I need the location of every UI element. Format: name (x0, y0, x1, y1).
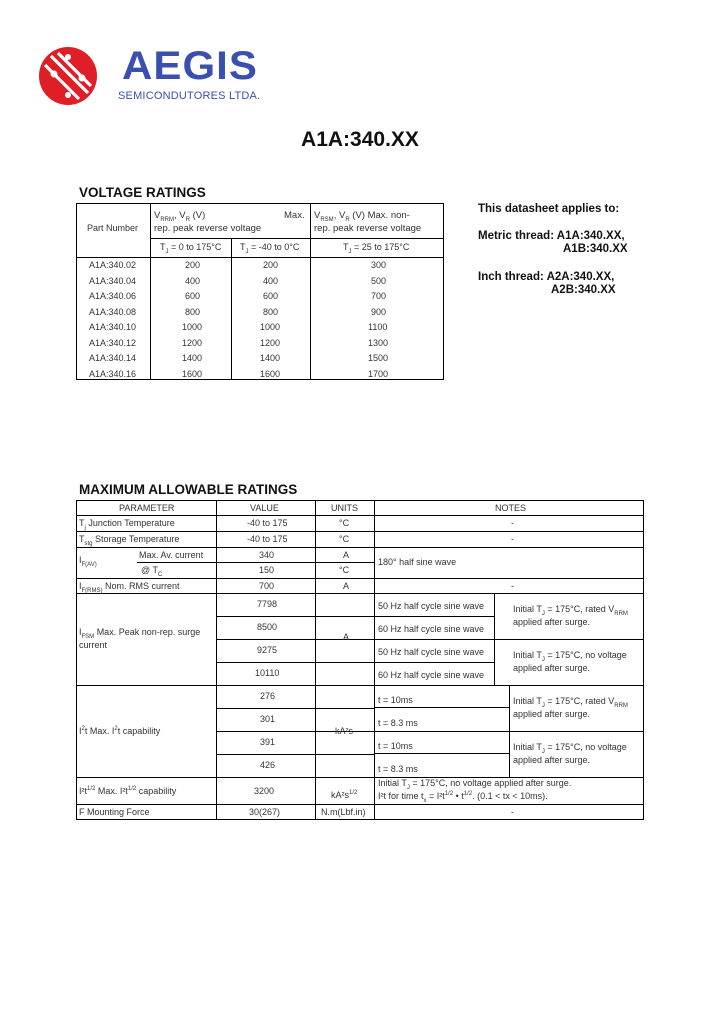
note-ifsm-2: 60 Hz half cycle sine wave (378, 624, 485, 634)
voltage-part-number: A1A:340.02 (89, 260, 137, 270)
voltage-value: 1200 (260, 337, 281, 348)
logo-wordmark: AEGIS (122, 44, 258, 88)
applies-metric-2: A1B:340.XX (563, 243, 628, 255)
param-tj: $T_j$ Junction Temperature (79, 518, 175, 531)
voltage-value: 800 (185, 306, 201, 317)
note-i2t-b2: applied after surge. (513, 755, 591, 765)
voltage-value: 200 (185, 260, 201, 270)
voltage-value: 1500 (368, 353, 389, 363)
param-i2t: $I^2t$ Max. $I^2t$ capability (79, 726, 161, 736)
note-i2t-2: t = 8.3 ms (378, 718, 418, 728)
col-vrsm-desc: rep. peak reverse voltage (314, 223, 422, 234)
voltage-value: 1400 (260, 353, 281, 363)
note-ifsm-a1: Initial $T_J = 175^\circ C$, rated $V_{RRM}$ (513, 604, 628, 617)
voltage-value: 1000 (260, 322, 281, 332)
unit-i2rt: $kA^2s^{1/2}$ (331, 790, 358, 800)
note-ifav: 180° half sine wave (378, 557, 457, 567)
voltage-value: 1100 (368, 322, 388, 332)
unit-tstg: °C (339, 534, 350, 544)
value-i2rt: 3200 (254, 786, 275, 796)
voltage-table (76, 203, 444, 380)
voltage-value: 1700 (368, 368, 389, 379)
company-name: SEMICONDUTORES LTDA. (118, 90, 261, 102)
value-ifsm-1: 7798 (257, 599, 278, 609)
note-ifsm-4: 60 Hz half cycle sine wave (378, 670, 485, 680)
voltage-part-number: A1A:340.14 (89, 353, 137, 363)
value-i2t-2: 301 (260, 714, 276, 724)
param-ifav: $I_{F(AV)}$ (79, 555, 97, 568)
note-ifrms: - (511, 581, 514, 591)
param-ifav-cond: @ $T_C$ (141, 565, 163, 578)
voltage-value: 700 (371, 291, 387, 301)
param-tstg: $T_{stg}$ Storage Temperature (79, 534, 180, 547)
aegis-logo-icon (38, 46, 98, 106)
note-ifsm-b1: Initial $T_J = 175^\circ C$, no voltage (513, 650, 627, 663)
applies-metric: Metric thread: A1A:340.XX, (478, 230, 625, 242)
voltage-value: 400 (263, 275, 279, 286)
cond-2: $T_J = -40$ to 0°C (240, 242, 300, 255)
voltage-value: 500 (371, 275, 387, 286)
value-force: 30(267) (249, 807, 281, 817)
voltage-part-number: A1A:340.06 (89, 291, 137, 301)
col-part-number: Part Number (87, 223, 139, 233)
unit-ifsm: A (343, 632, 350, 642)
unit-i2t: kA²s (335, 726, 353, 736)
col-vrrm-desc: rep. peak reverse voltage (154, 223, 262, 234)
param-ifrms: $I_{F(RMS)}$ Nom. RMS current (79, 581, 180, 594)
note-i2rt-2: I²t for time $t_x = I^2t^{1/2}$ • $t^{1/2}$. (0.1 < tx < 10ms). (378, 791, 548, 804)
voltage-value: 400 (185, 275, 201, 286)
value-ifrms: 700 (259, 581, 275, 591)
note-tj: - (511, 518, 514, 528)
unit-ifav: A (343, 550, 350, 560)
voltage-part-number: A1A:340.12 (89, 337, 137, 348)
value-i2t-4: 426 (260, 760, 276, 770)
applies-inch-2: A2B:340.XX (551, 284, 616, 296)
voltage-value: 1000 (182, 322, 203, 332)
max-ratings-table (76, 500, 644, 820)
applies-heading: This datasheet applies to: (478, 203, 620, 215)
value-i2t-1: 276 (260, 691, 276, 701)
header-value: VALUE (250, 503, 279, 513)
voltage-part-number: A1A:340.08 (89, 306, 137, 317)
note-ifsm-b2: applied after surge. (513, 663, 591, 673)
param-ifav-label: Max. Av. current (139, 550, 204, 560)
voltage-value: 600 (263, 291, 279, 301)
cond-1: $T_J = 0$ to 175°C (160, 242, 222, 255)
unit-ifav-tc: °C (339, 565, 350, 575)
applies-inch: Inch thread: A2A:340.XX, (478, 271, 615, 283)
note-i2t-a2: applied after surge. (513, 709, 591, 719)
voltage-value: 1300 (368, 337, 389, 348)
unit-tj: °C (339, 518, 350, 528)
value-i2t-3: 391 (260, 737, 276, 747)
voltage-part-number: A1A:340.10 (89, 322, 137, 332)
voltage-value: 1200 (182, 337, 203, 348)
voltage-part-number: A1A:340.16 (89, 368, 137, 379)
max-ratings-title: MAXIMUM ALLOWABLE RATINGS (79, 482, 298, 497)
voltage-value: 300 (371, 260, 387, 270)
param-i2rt: $I^2t^{1/2}$ Max. $I^2t^{1/2}$ capability (79, 786, 177, 796)
header-units: UNITS (331, 503, 358, 513)
voltage-value: 800 (263, 306, 279, 317)
value-tstg: -40 to 175 (247, 534, 288, 544)
voltage-value: 1600 (260, 368, 281, 379)
note-i2rt-1: Initial $T_J = 175^\circ C$, no voltage applied after surge. (378, 778, 572, 791)
note-ifsm-a2: applied after surge. (513, 617, 591, 627)
voltage-value: 200 (263, 260, 279, 270)
value-ifav-tc: 150 (259, 565, 275, 575)
note-i2t-3: t = 10ms (378, 741, 413, 751)
param-ifsm-2: current (79, 640, 108, 650)
param-force: F Mounting Force (79, 807, 150, 817)
voltage-part-number: A1A:340.04 (89, 275, 137, 286)
note-i2t-1: t = 10ms (378, 695, 413, 705)
note-force: - (511, 807, 514, 817)
value-ifsm-2: 8500 (257, 622, 278, 632)
note-i2t-a1: Initial $T_J = 175^\circ C$, rated $V_{RRM}$ (513, 696, 628, 709)
note-ifsm-3: 50 Hz half cycle sine wave (378, 647, 485, 657)
note-tstg: - (511, 534, 514, 544)
unit-force: N.m(Lbf.in) (321, 807, 366, 817)
value-ifsm-3: 9275 (257, 645, 278, 655)
value-ifav: 340 (259, 550, 275, 560)
voltage-ratings-title: VOLTAGE RATINGS (79, 185, 206, 200)
cond-3: $T_J = 25$ to 175°C (343, 242, 410, 255)
note-ifsm-1: 50 Hz half cycle sine wave (378, 601, 485, 611)
value-tj: -40 to 175 (247, 518, 288, 528)
unit-ifrms: A (343, 581, 350, 591)
note-i2t-4: t = 8.3 ms (378, 764, 418, 774)
col-vrrm: $V_{RRM}$, $V_R$ (V) (154, 210, 206, 223)
value-ifsm-4: 10110 (255, 668, 280, 678)
header-notes: NOTES (495, 503, 527, 513)
header-parameter: PARAMETER (119, 503, 175, 513)
voltage-value: 1600 (182, 368, 203, 379)
voltage-value: 600 (185, 291, 201, 301)
param-ifsm: $I_{FSM}$ Max. Peak non-rep. surge (79, 627, 201, 640)
col-vrrm-max: Max. (284, 210, 305, 221)
voltage-value: 900 (371, 306, 387, 317)
document-title: A1A:340.XX (301, 128, 419, 151)
note-i2t-b1: Initial $T_J = 175^\circ C$, no voltage (513, 742, 627, 755)
col-vrsm: $V_{RSM}$, $V_R$ (V) Max. non- (314, 210, 410, 223)
voltage-value: 1400 (182, 353, 203, 363)
